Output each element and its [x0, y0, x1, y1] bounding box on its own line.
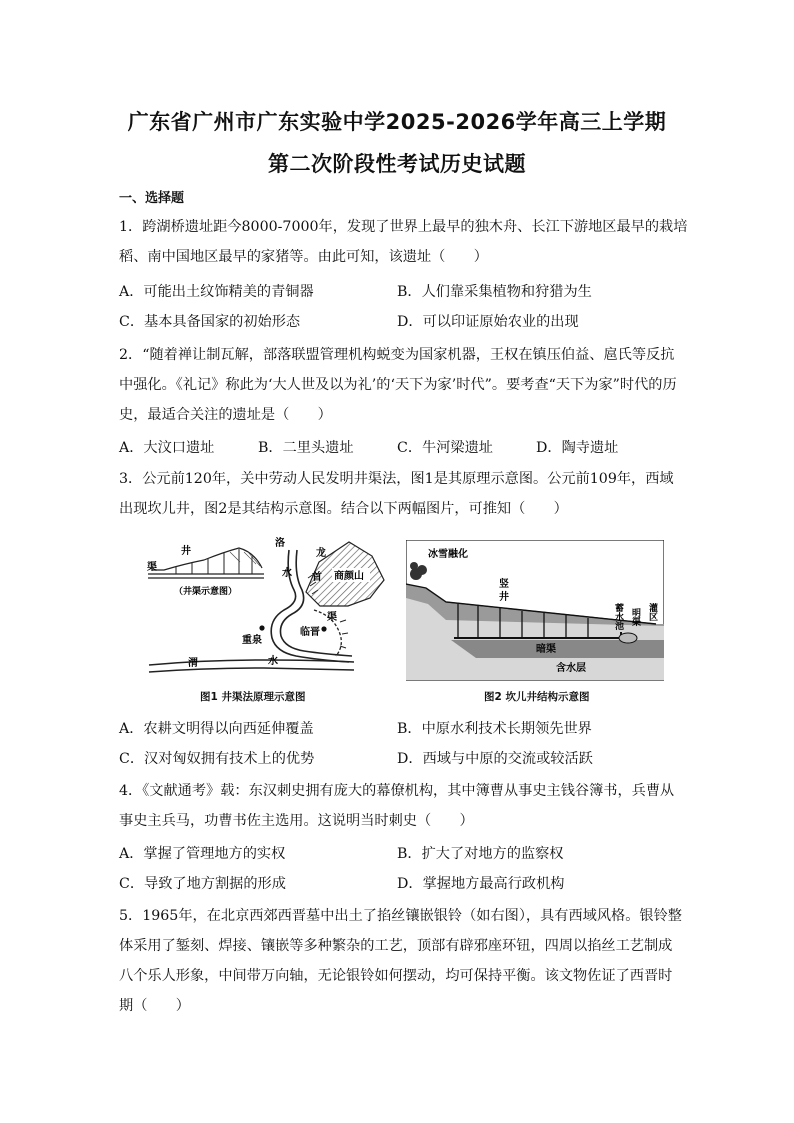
option-b[interactable]: B．扩大了对地方的监察权: [397, 846, 564, 862]
label-dark-canal: 暗渠: [536, 644, 556, 655]
label-open-canal: 明渠: [630, 608, 640, 626]
question-text-line: 2．“随着禅让制瓦解，部落联盟管理机构蜕变为国家机器，王权在镇压伯益、扈氏等反抗: [119, 347, 675, 363]
option-a[interactable]: A．掌握了管理地方的实权: [119, 846, 286, 862]
question-text-line: 事史主兵马，功曹书佐主选用。这说明当时刺史（ ）: [119, 813, 474, 829]
option-d[interactable]: D．可以印证原始农业的出现: [397, 314, 579, 330]
option-a[interactable]: A．大汶口遗址: [119, 440, 215, 456]
label-pool: 蓄水池: [613, 603, 623, 630]
label-snow-melt: 冰雪融化: [428, 549, 468, 560]
label-chongquan: 重泉: [242, 635, 262, 646]
label-shou: 首: [312, 572, 322, 583]
option-d[interactable]: D．掌握地方最高行政机构: [397, 876, 565, 892]
option-b[interactable]: B．中原水利技术长期领先世界: [397, 721, 592, 737]
option-a[interactable]: A．农耕文明得以向西延伸覆盖: [119, 721, 314, 737]
label-shaft-2: 井: [499, 592, 509, 603]
figure-1-caption: 图1 井渠法原理示意图: [200, 691, 306, 703]
question-text-line: 1．跨湖桥遗址距今8000-7000年，发现了世界上最早的独木舟、长江下游地区最早的栽培: [119, 219, 688, 235]
option-c[interactable]: C．导致了地方割据的形成: [119, 876, 286, 892]
question-text-line: 稻、南中国地区最早的家猪等。由此可知，该遗址（ ）: [119, 249, 488, 265]
question-text-line: 期（ ）: [119, 998, 190, 1014]
figure-2-caption: 图2 坎儿井结构示意图: [484, 691, 590, 703]
option-b[interactable]: B．二里头遗址: [258, 440, 354, 456]
question-text-line: 中强化。《礼记》称此为‘大人世及以为礼’的‘天下为家’时代”。要考查“天下为家”时代的历: [119, 377, 677, 393]
option-c[interactable]: C．牛河梁遗址: [397, 440, 493, 456]
option-d[interactable]: D．陶寺遗址: [536, 440, 619, 456]
exam-title-line2: 第二次阶段性考试历史试题: [268, 152, 526, 176]
question-text-line: 3．公元前120年，关中劳动人民发明井渠法，图1是其原理示意图。公元前109年，西域: [119, 471, 674, 487]
option-b[interactable]: B．人们靠采集植物和狩猎为生: [397, 284, 592, 300]
option-d[interactable]: D．西域与中原的交流或较活跃: [397, 751, 593, 767]
label-well: 井: [181, 546, 191, 557]
label-shaft-1: 竖: [499, 579, 509, 590]
question-text-line: 史，最适合关注的遗址是（ ）: [119, 407, 332, 423]
section-heading: 一、选择题: [119, 191, 185, 206]
label-wei: 渭: [188, 658, 198, 669]
label-weishui: 水: [268, 656, 278, 667]
option-a[interactable]: A．可能出土纹饰精美的青铜器: [119, 284, 314, 300]
label-long: 龙: [316, 548, 326, 559]
label-luo: 洛: [275, 538, 285, 549]
label-shangyan-mountain: 商颜山: [334, 571, 364, 582]
label-aquifer: 含水层: [556, 663, 586, 674]
question-text-line: 八个乐人形象，中间带万向轴，无论银铃如何摆动，均可保持平衡。该文物佐证了西晋时: [119, 968, 673, 984]
exam-title-line1: 广东省广州市广东实验中学2025-2026学年高三上学期: [127, 110, 667, 134]
label-linjin: 临晋: [300, 627, 320, 638]
label-canal-2: 渠: [327, 612, 337, 623]
option-c[interactable]: C．汉对匈奴拥有技术上的优势: [119, 751, 315, 767]
question-text-line: 出现坎儿井，图2是其结构示意图。结合以下两幅图片，可推知（ ）: [119, 501, 568, 517]
question-text-line: 5．1965年，在北京西郊西晋墓中出土了掐丝镶嵌银铃（如右图），具有西域风格。银铃整: [119, 908, 682, 924]
label-inset-caption: （井渠示意图）: [174, 587, 238, 597]
question-text-line: 4．《文献通考》载：东汉刺史拥有庞大的幕僚机构，其中簿曹从事史主钱谷簿书，兵曹从: [119, 783, 675, 799]
figure-2-diagram: [406, 540, 664, 685]
question-text-line: 体采用了錾刻、焊接、镶嵌等多种繁杂的工艺，顶部有辟邪座环钮，四周以掐丝工艺制成: [119, 938, 673, 954]
label-irrigation-area: 灌区: [647, 603, 657, 621]
figure-1-diagram: [144, 530, 394, 685]
label-canal: 渠: [147, 562, 157, 573]
label-shui: 水: [282, 568, 292, 579]
option-c[interactable]: C．基本具备国家的初始形态: [119, 314, 301, 330]
